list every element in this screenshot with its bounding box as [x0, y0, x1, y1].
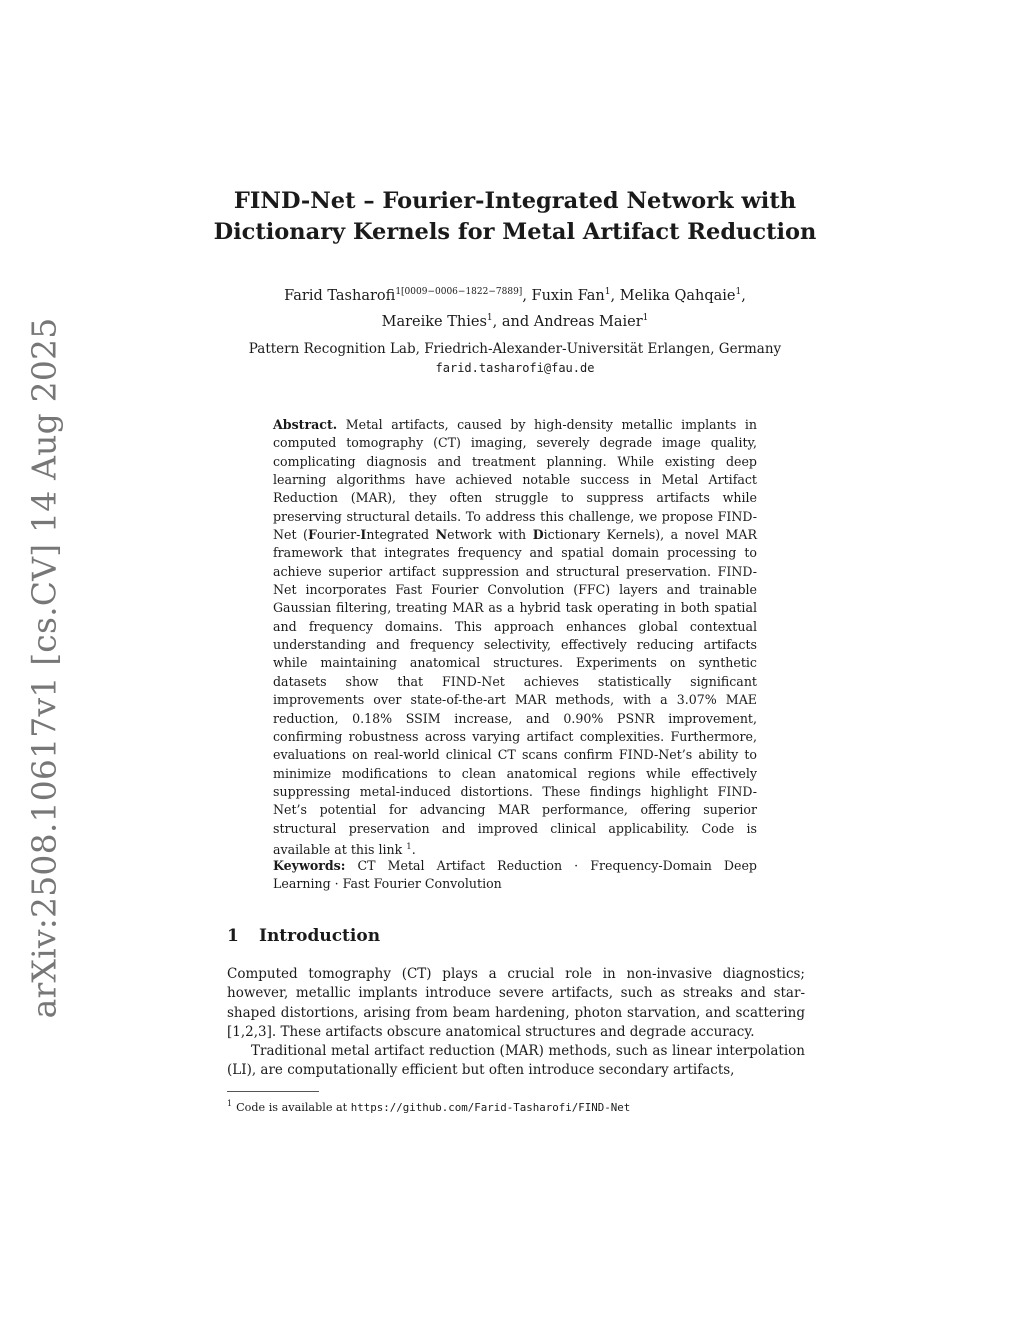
paragraph: Traditional metal artifact reduction (MAR) methods, such as linear interpolation (LI), are computationally efficient but often introduce secondary artifacts, [227, 1043, 805, 1079]
abstract-text-d: ictionary Kernels), a novel MAR framework that integrates frequency and spatial domain processing to achieve superior artifact suppression and structural preservation. FIND-Net incorporates Fast Fourier Convolution (FFC) layers and trainable Gaussian filtering, treating MAR as a hybrid task operating in both spatial and frequency domains. This approach enhances global contextual understanding and frequency selectivity, effectively reducing artifacts while maintaining anatomical structures. Experiments on synthetic datasets show that FIND-Net achieves statistically significant improvements over state-of-the-art MAR methods, with a 3.07% MAE reduction, 0.18% SSIM increase, and 0.90% PSNR improvement, confirming robustness across varying artifact complexities. Furthermore, evaluations on real-world clinical CT scans confirm FIND-Net’s ability to minimize modifications to clean anatomical regions while effectively suppressing metal-induced distortions. These findings highlight FIND-Net’s potential for advancing MAR performance, offering superior structural preservation and improved clinical applicability. Code is available at this link [273, 527, 757, 858]
footnote-divider [227, 1091, 319, 1092]
title-line-1: FIND-Net – Fourier-Integrated Network with [233, 188, 797, 214]
abstract-label: Abstract. [273, 417, 338, 432]
author-affil-mark: 1 [642, 313, 649, 323]
acronym-letter-d: D [532, 527, 544, 543]
author-email: farid.tasharofi@fau.de [435, 361, 595, 375]
title-line-2: Dictionary Kernels for Metal Artifact Reduction [213, 219, 817, 245]
author-list: Farid Tasharofi$^{1[0009-0006-1822-7889]}$, Fuxin Fan$^1$, Melika Qahqaie$^1$, Mareike Thies$^1$, and Andreas Maier$^1$ [284, 287, 746, 330]
abstract [273, 416, 757, 859]
keywords [273, 857, 757, 894]
section-title: Introduction [259, 926, 381, 946]
author-affil-mark: 1 [604, 287, 611, 297]
acronym-letter-i: I [360, 527, 367, 543]
abstract-end: . [411, 842, 416, 858]
keywords-text: CT Metal Artifact Reduction · Frequency-Domain Deep Learning · Fast Fourier Convolution [273, 858, 757, 892]
footnote-reference[interactable]: 1 [406, 841, 412, 852]
keywords-label: Keywords: [273, 858, 346, 873]
author-affil-mark: 1[0009−0006−1822−7889] [395, 287, 523, 297]
author-name: Melika Qahqaie [619, 288, 736, 304]
abstract-text-f: ourier- [316, 527, 361, 543]
abstract-text-n: etwork with [447, 527, 533, 543]
author-affil-mark: 1 [486, 313, 493, 323]
section-body [227, 965, 805, 1081]
author-name: Mareike Thies [381, 314, 487, 330]
acronym-letter-f: F [307, 527, 317, 543]
paragraph: Computed tomography (CT) plays a crucial role in non-invasive diagnostics; however, metallic implants introduce severe artifacts, such as streaks and star-shaped distortions, arising from beam hardening, photon starvation, and scattering [1,2,3]. These artifacts obscure anatomical structures and degrade accuracy. [227, 966, 805, 1040]
footnote-text: Code is available at [236, 1101, 348, 1114]
footnote [227, 1095, 805, 1116]
abstract-text-i: ntegrated [366, 527, 436, 543]
footnote-url-link[interactable]: https://github.com/Farid-Tasharofi/FIND-Net [350, 1101, 631, 1114]
arxiv-identifier: arXiv:2508.10617v1 [cs.CV] 14 Aug 2025 [24, 317, 64, 1019]
acronym-letter-n: N [435, 527, 448, 543]
affiliation: Pattern Recognition Lab, Friedrich-Alexander-Universität Erlangen, Germany [248, 341, 782, 357]
author-name: Andreas Maier [533, 314, 643, 330]
section-heading [227, 924, 805, 948]
author-name: Farid Tasharofi [284, 288, 396, 304]
footnote-mark: 1 [227, 1099, 233, 1108]
arxiv-sidebar [14, 317, 74, 1019]
section-number: 1 [227, 926, 239, 946]
author-affil-mark: 1 [735, 287, 742, 297]
abstract-text-1: Metal artifacts, caused by high-density metallic implants in computed tomography (CT) imaging, severely degrade image quality, complicating diagnosis and treatment planning. While existing deep learning algorithms have achieved notable success in Metal Artifact Reduction (MAR), they often struggle to suppress artifacts while preserving structural details. To address this challenge, we propose FIND-Net ( [273, 417, 757, 543]
author-name: Fuxin Fan [531, 288, 605, 304]
paper-title [150, 186, 880, 248]
